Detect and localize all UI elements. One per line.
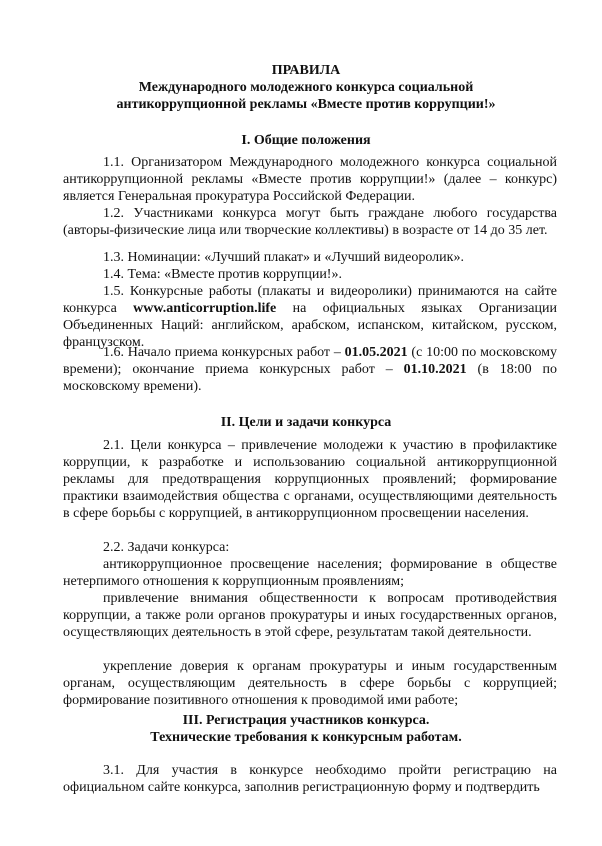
paragraph-1-5 <box>63 283 557 351</box>
document-subtitle <box>60 79 552 113</box>
paragraph-2-1: 2.1. Цели конкурса – привлечение молодежи к участию в профилактике коррупции, к разработке и использованию социальной антикоррупционной рекламы для предотвращения коррупционных проявлений; формирование практики взаимодействия общества с органами, осуществляющими деятельность в сфере борьбы с коррупцией, в антикоррупционном просвещении населения. <box>63 438 557 521</box>
paragraph-1-6-text-b: (с 10:00 по московскому времени); окончание приема конкурсных работ – <box>63 345 558 377</box>
end-date: 01.10.2021 <box>403 362 467 377</box>
paragraph-1-6 <box>63 344 557 395</box>
section-3-heading-line-1: III. Регистрация участников конкурса. <box>182 713 430 728</box>
paragraph-1-1: 1.1. Организатором Международного молодежного конкурса социальной антикоррупционной рекламы «Вместе против коррупции!» (далее – конкурс) является Генеральная прокуратура Российской Федерации. <box>63 155 557 204</box>
paragraph-1-5-text-a: 1.5. Конкурсные работы (плакаты и видеоролики) принимаются на сайте конкурса <box>63 284 557 316</box>
section-3-heading-line-2: Технические требования к конкурсным работам. <box>150 730 462 745</box>
start-date: 01.05.2021 <box>344 345 408 360</box>
paragraph-1-3: 1.3. Номинации: «Лучший плакат» и «Лучший видеоролик». <box>103 250 464 265</box>
document-title: ПРАВИЛА <box>271 63 341 78</box>
section-2-heading: II. Цели и задачи конкурса <box>220 415 392 430</box>
paragraph-2-3: антикоррупционное просвещение населения; формирование в обществе нетерпимого отношения к коррупционным проявлениям; <box>63 557 557 589</box>
paragraph-3-1: 3.1. Для участия в конкурсе необходимо пройти регистрацию на официальном сайте конкурса, заполнив регистрационную форму и подтвердить <box>63 763 557 795</box>
subtitle-line-2: антикоррупционной рекламы «Вместе против коррупции!» <box>116 97 496 112</box>
paragraph-2-4: привлечение внимания общественности к вопросам противодействия коррупции, а также роли органов прокуратуры и иных государственных органов, осуществляющих деятельность в этой сфере, результатам такой деятельности. <box>63 591 557 640</box>
paragraph-1-4: 1.4. Тема: «Вместе против коррупции!». <box>103 267 342 282</box>
contest-website-link[interactable]: www.anticorruption.life <box>133 301 277 316</box>
paragraph-1-2: 1.2. Участниками конкурса могут быть граждане любого государства (авторы-физические лица или творческие коллективы) в возрасте от 14 до 35 лет. <box>63 206 557 238</box>
paragraph-1-6-text-c: (в 18:00 по московскому времени). <box>63 362 558 394</box>
paragraph-2-2: 2.2. Задачи конкурса: <box>103 540 230 555</box>
paragraph-1-6-text-a: 1.6. Начало приема конкурсных работ – <box>103 345 345 360</box>
section-3-heading <box>60 712 552 746</box>
paragraph-1-5-text-b: на официальных языках Организации Объединенных Наций: английском, арабском, испанском, китайском, русском, французском. <box>63 301 558 350</box>
paragraph-2-5: укрепление доверия к органам прокуратуры и иным государственным органам, осуществляющим деятельность в сфере борьбы с коррупцией; формирование позитивного отношения к проводимой ими работе; <box>63 659 557 708</box>
section-1-heading: I. Общие положения <box>241 133 371 148</box>
subtitle-line-1: Международного молодежного конкурса социальной <box>138 80 474 95</box>
